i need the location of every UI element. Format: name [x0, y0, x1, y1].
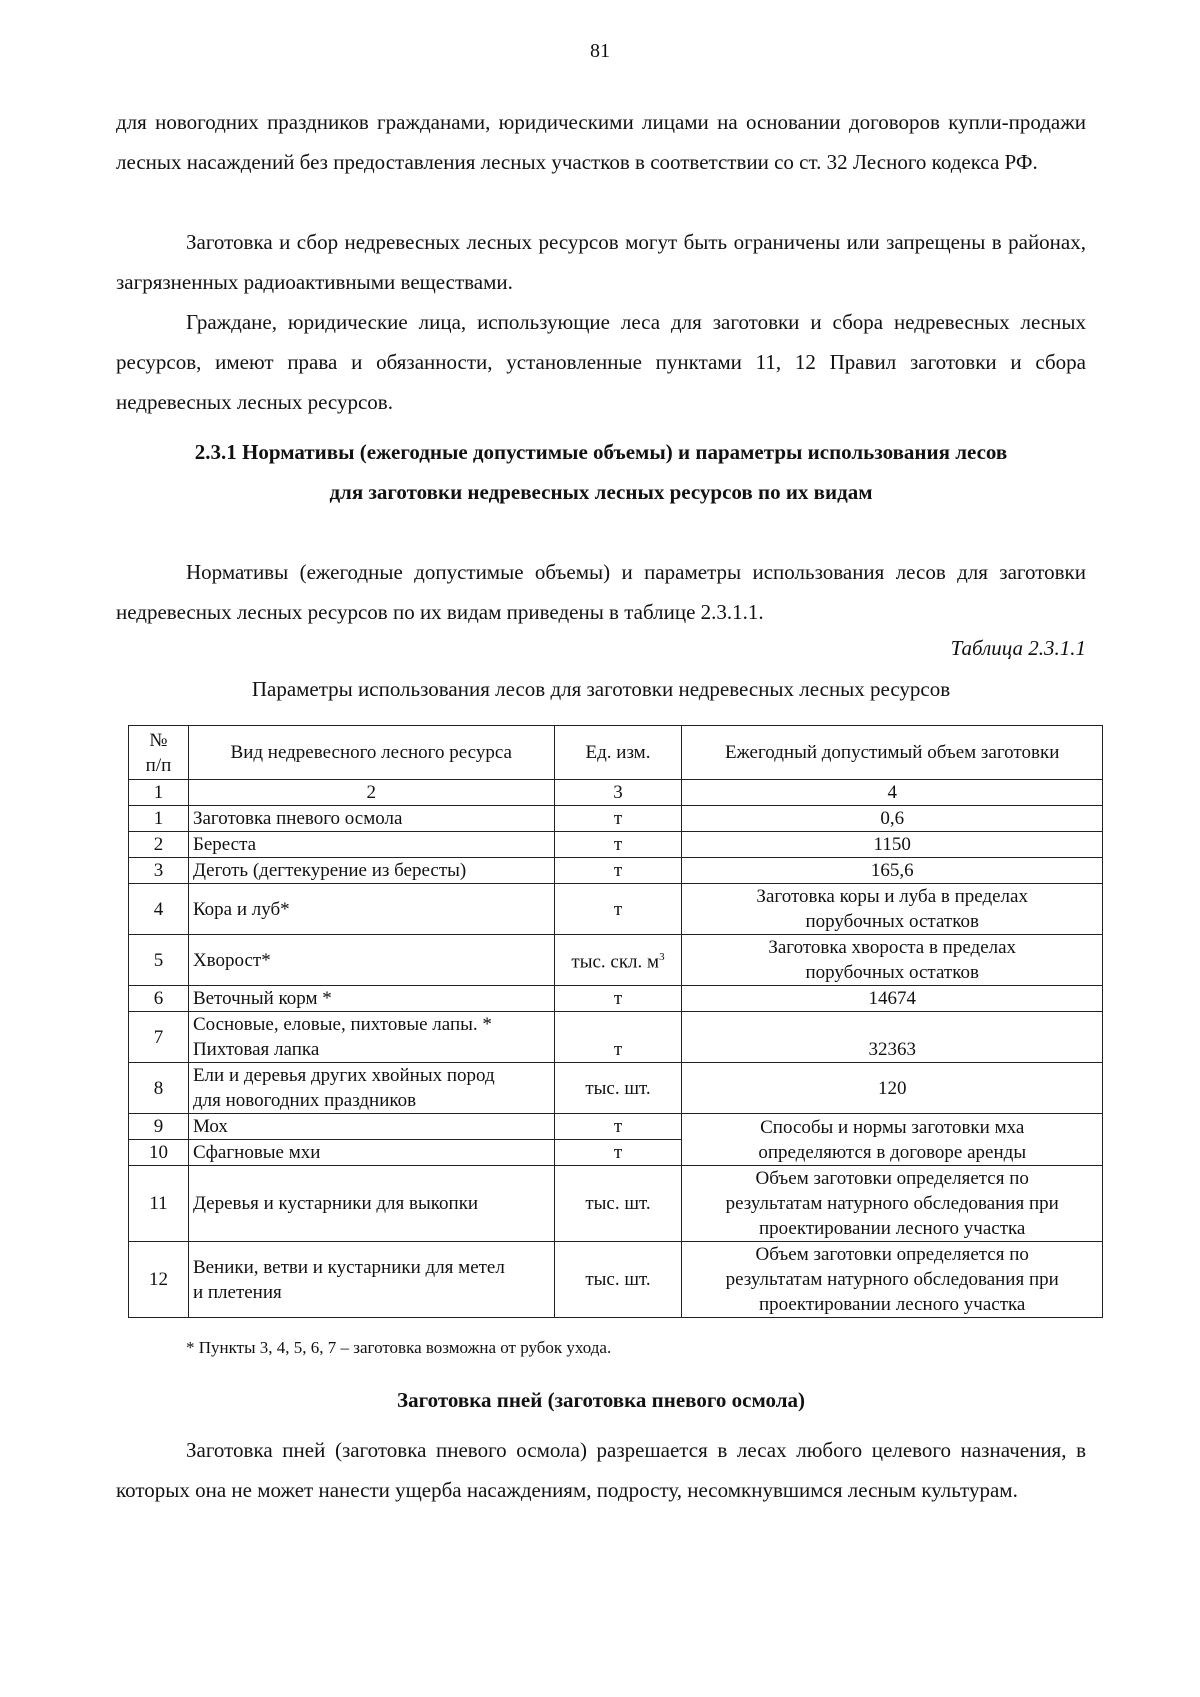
row-resource [188, 1242, 554, 1318]
row-resource-line: Ели и деревья других хвойных пород [192, 1065, 495, 1086]
row-resource: Хворост* [188, 935, 554, 986]
row-volume [682, 1114, 1103, 1166]
row-volume-line: Заготовка коры и луба в пределах [756, 886, 1028, 907]
table-footnote: * Пункты 3, 4, 5, 6, 7 – заготовка возможна от рубок ухода. [186, 1338, 612, 1357]
row-resource: Сфагновые мхи [188, 1140, 554, 1166]
row-unit: т [554, 884, 682, 935]
paragraph-continuation: для новогодних праздников гражданами, юридическими лицами на основании договоров купли-продажи лесных насаждений без предоставления лесных участков в соответствии со ст. 32 Лесного кодекса РФ. [116, 110, 1086, 174]
table-row [129, 1242, 1103, 1318]
header-volume: Ежегодный допустимый объем заготовки [682, 726, 1103, 780]
row-volume-line: Заготовка хвороста в пределах [768, 937, 1017, 958]
row-volume-line: порубочных остатков [805, 962, 979, 983]
table-row [129, 986, 1103, 1012]
table-row [129, 806, 1103, 832]
row-resource: Веточный корм * [188, 986, 554, 1012]
row-number: 6 [129, 986, 189, 1012]
row-number: 4 [129, 884, 189, 935]
row-volume-line: результатам натурного обследования при [725, 1193, 1059, 1214]
row-volume-line: проектировании лесного участка [759, 1294, 1026, 1315]
row-volume-line: Способы и нормы заготовки мха [760, 1116, 1025, 1138]
table-row [129, 884, 1103, 935]
row-volume [682, 935, 1103, 986]
row-resource: Заготовка пневого осмола [188, 806, 554, 832]
row-number: 5 [129, 935, 189, 986]
header-unit: Ед. изм. [554, 726, 682, 780]
row-unit: тыс. шт. [554, 1242, 682, 1318]
row-resource: Деготь (дегтекурение из бересты) [188, 858, 554, 884]
row-volume: 1150 [682, 832, 1103, 858]
subheading: Заготовка пней (заготовка пневого осмола) [397, 1388, 805, 1412]
column-number: 3 [554, 780, 682, 806]
table-header-row [129, 726, 1103, 780]
resources-table [128, 725, 1103, 1318]
row-resource-line: Веники, ветви и кустарники для метел [192, 1256, 505, 1278]
column-number: 2 [188, 780, 554, 806]
row-number: 2 [129, 832, 189, 858]
table-title: Параметры использования лесов для заготовки недревесных лесных ресурсов [251, 677, 951, 701]
row-resource [188, 1063, 554, 1114]
table-row [129, 1063, 1103, 1114]
unit-superscript: 3 [659, 951, 665, 964]
row-number: 1 [129, 806, 189, 832]
row-unit: т [554, 832, 682, 858]
row-resource-line: Сосновые, еловые, пихтовые лапы. * [192, 1014, 492, 1035]
row-resource: Мох [188, 1114, 554, 1140]
section-heading-line1: 2.3.1 Нормативы (ежегодные допустимые объемы) и параметры использования лесов [194, 440, 1008, 464]
row-unit: тыс. шт. [554, 1063, 682, 1114]
row-volume: 14674 [682, 986, 1103, 1012]
header-number [129, 726, 189, 780]
column-number: 1 [129, 780, 189, 806]
row-unit-text: тыс. скл. м [571, 951, 660, 973]
row-number: 11 [129, 1166, 189, 1242]
column-number: 4 [682, 780, 1103, 806]
table-row [129, 1012, 1103, 1063]
row-volume: 0,6 [682, 806, 1103, 832]
paragraph-restrictions: Заготовка и сбор недревесных лесных ресурсов могут быть ограничены или запрещены в районах, загрязненных радиоактивными веществами. [116, 230, 1086, 294]
header-number-line1: № [149, 729, 168, 751]
row-volume-line: результатам натурного обследования при [725, 1269, 1059, 1290]
row-volume-line: Объем заготовки определяется по [755, 1244, 1029, 1265]
table-label: Таблица 2.3.1.1 [950, 636, 1086, 660]
row-resource: Береста [188, 832, 554, 858]
column-numbers-row [129, 780, 1103, 806]
row-number: 3 [129, 858, 189, 884]
row-unit: т [554, 986, 682, 1012]
table-row [129, 1114, 1103, 1140]
row-resource: Деревья и кустарники для выкопки [188, 1166, 554, 1242]
row-unit: т [554, 858, 682, 884]
row-unit: т [554, 806, 682, 832]
row-number: 10 [129, 1140, 189, 1166]
row-volume: 32363 [682, 1012, 1103, 1063]
row-resource-line: и плетения [192, 1281, 282, 1303]
row-volume-line: порубочных остатков [805, 911, 979, 932]
paragraph-table-intro: Нормативы (ежегодные допустимые объемы) и параметры использования лесов для заготовки недревесных лесных ресурсов по их видам приведены в таблице 2.3.1.1. [116, 560, 1086, 624]
row-unit: т [554, 1114, 682, 1140]
row-volume: 120 [682, 1063, 1103, 1114]
header-resource: Вид недревесного лесного ресурса [188, 726, 554, 780]
table-row [129, 832, 1103, 858]
row-volume-line: Объем заготовки определяется по [755, 1168, 1029, 1189]
row-unit [554, 935, 682, 986]
row-volume-line: определяются в договоре аренды [758, 1141, 1027, 1163]
row-volume [682, 1166, 1103, 1242]
paragraph-rights: Граждане, юридические лица, использующие леса для заготовки и сбора недревесных лесных ресурсов, имеют права и обязанности, установленные пунктами 11, 12 Правил заготовки и сбора недревесных лесных ресурсов. [116, 310, 1086, 414]
row-number: 9 [129, 1114, 189, 1140]
row-volume [682, 1242, 1103, 1318]
paragraph-stumps: Заготовка пней (заготовка пневого осмола) разрешается в лесах любого целевого назначения, в которых она не может нанести ущерба насаждениям, подросту, несомкнувшимся лесным культурам. [116, 1438, 1086, 1502]
row-number: 7 [129, 1012, 189, 1063]
row-volume [682, 884, 1103, 935]
row-unit: тыс. шт. [554, 1166, 682, 1242]
row-resource-line: для новогодних праздников [192, 1090, 417, 1111]
row-resource: Кора и луб* [188, 884, 554, 935]
row-volume-line: проектировании лесного участка [759, 1218, 1026, 1239]
section-heading-line2: для заготовки недревесных лесных ресурсов по их видам [329, 480, 873, 504]
row-volume: 165,6 [682, 858, 1103, 884]
header-number-line2: п/п [145, 754, 172, 776]
row-unit: т [554, 1140, 682, 1166]
table-row [129, 935, 1103, 986]
table-row [129, 1166, 1103, 1242]
row-number: 12 [129, 1242, 189, 1318]
row-number: 8 [129, 1063, 189, 1114]
row-unit: т [554, 1012, 682, 1063]
page-number: 81 [590, 40, 610, 62]
table-row [129, 858, 1103, 884]
row-resource-line: Пихтовая лапка [192, 1039, 320, 1060]
row-resource [188, 1012, 554, 1063]
